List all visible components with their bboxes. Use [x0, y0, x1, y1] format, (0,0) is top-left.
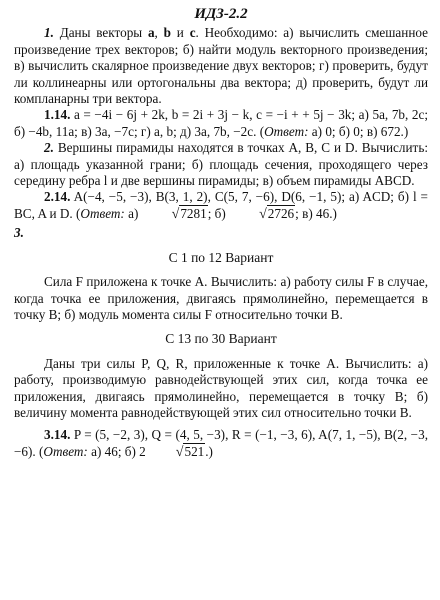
sqrt-7281: √7281 — [171, 205, 207, 222]
variant-2-14-text: A(−4, −5, −3), B(3, 1, 2), C(5, 7, −6), D(6, −1, 5); а) ACD; б) l = BC, A и D. ( — [14, 189, 428, 221]
task-1-text-start: Даны векторы — [53, 25, 148, 41]
variant-2-14-answer-end: ; в) 46.) — [295, 205, 337, 221]
variant-1-14-number: 1.14. — [44, 107, 71, 123]
heading-variants-13-30: С 13 по 30 Вариант — [165, 331, 277, 347]
variant-2-14-answer-a: а) — [124, 205, 142, 221]
variant-1-14-text: a = −4i − 6j + 2k, b = 2i + 3j − k, c = −i + + 5j − 3k; а) 5a, 7b, 2c; б) −4b, 11a; в) 3a, −7c; г) a, b; д) 3a, 7b, −2c. ( — [14, 107, 428, 139]
task-2-number: 2. — [44, 140, 54, 156]
heading-variants-1-12: С 1 по 12 Вариант — [168, 249, 274, 265]
variant-3-14 — [14, 427, 428, 461]
task-1-text-rest: . Необходимо: а) вычислить смешанное произведение трех векторов; б) найти модуль векторного произведения; в) вычислить скалярное произведение двух векторов; г) проверить, будут ли коллинеарны или ортогональны два вектора; д) проверить, будут ли компланарны три вектора. — [14, 25, 428, 107]
task-1-statement — [14, 25, 428, 107]
task-1-and: и — [171, 25, 190, 41]
vector-a-label: a — [147, 25, 155, 41]
variant-2-14-number: 2.14. — [44, 189, 71, 205]
sqrt-521: √521 — [175, 443, 205, 460]
sqrt-521-value: 521 — [184, 443, 205, 459]
sqrt-2726: √2726 — [259, 205, 295, 222]
section-3-number: 3. — [14, 225, 24, 241]
variant-3-14-answer-end: .) — [205, 443, 213, 459]
sqrt-7281-value: 7281 — [180, 205, 207, 221]
force-task-statement: Сила F приложена к точке A. Вычислить: а) работу силы F в случае, когда точка ее приложения, двигаясь прямолинейно, перемещается в точку B; б) модуль момента силы F относительно точки B. — [14, 274, 428, 322]
task-2-text: Вершины пирамиды находятся в точках A, B, C и D. Вычислить: а) площадь указанной грани; б) площадь сечения, проходящего через середину ребра l и две вершины пирамиды; в) объем пирамиды ABCD. — [14, 140, 428, 189]
vector-c-label: c — [189, 25, 196, 41]
variant-1-14 — [14, 107, 428, 140]
forces-task-statement: Даны три силы P, Q, R, приложенные к точке A. Вычислить: а) работу, производимую равнодействующей этих сил, когда точка ее приложения, двигаясь прямолинейно, перемещается в точку B; б) величину момента равнодействующей этих сил относительно точки B. — [14, 355, 428, 420]
variant-2-14-answer-b: ; б) — [207, 205, 230, 221]
vector-b-label: b — [163, 25, 171, 41]
variant-2-14 — [14, 189, 428, 223]
variant-2-14-answer-label: Ответ: — [80, 205, 125, 221]
variant-3-14-answer: а) 46; б) 2 — [87, 443, 146, 459]
variant-1-14-answer-label: Ответ: — [264, 123, 309, 139]
page-title: ИДЗ-2.2 — [194, 6, 248, 22]
task-1-sep: , — [154, 25, 164, 41]
task-1-number: 1. — [44, 25, 54, 41]
variant-3-14-answer-label: Ответ: — [43, 443, 88, 459]
sqrt-2726-value: 2726 — [267, 205, 295, 221]
variant-3-14-text: P = (5, −2, 3), Q = (4, 5, −3), R = (−1, −3, 6), A(7, 1, −5), B(2, −3, −6). ( — [14, 427, 428, 459]
task-2-statement — [14, 140, 428, 189]
variant-3-14-number: 3.14. — [44, 427, 71, 443]
variant-1-14-answer: а) 0; б) 0; в) 672.) — [308, 123, 409, 139]
